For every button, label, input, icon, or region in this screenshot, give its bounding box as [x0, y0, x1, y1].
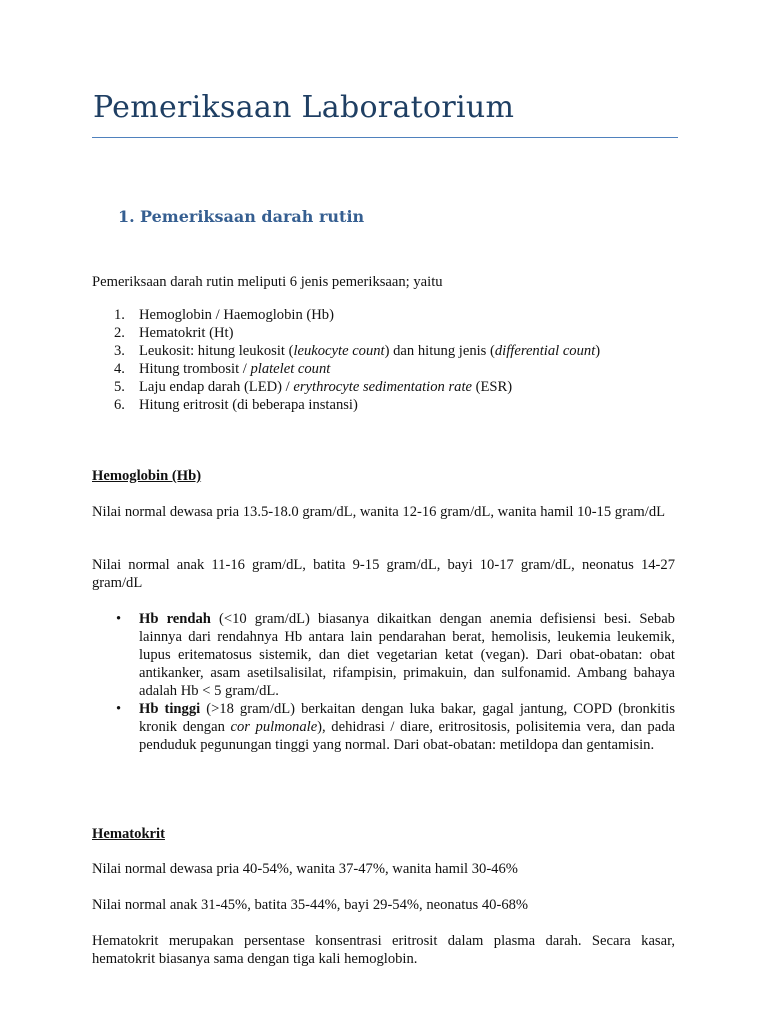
list-item [92, 700, 675, 754]
hb-low-label: Hb rendah [139, 611, 211, 627]
hb-high-label: Hb tinggi [139, 701, 201, 717]
list-text: Hitung trombosit / [139, 361, 251, 377]
document-title: Pemeriksaan Laboratorium [93, 90, 515, 125]
ht-normal-child: Nilai normal anak 31-45%, batita 35-44%, bayi 29-54%, neonatus 40-68% [92, 897, 529, 913]
list-number: 5. [114, 379, 125, 395]
list-item [92, 360, 682, 378]
bullet-icon: • [116, 701, 122, 717]
exam-list [92, 306, 682, 414]
section-title: Pemeriksaan darah rutin [140, 207, 365, 226]
list-text: (ESR) [471, 379, 513, 395]
list-text: ) dan hitung jenis ( [384, 343, 495, 359]
hb-low-text: (<10 gram/dL) biasanya dikaitkan dengan anemia defisiensi besi. Sebab lainnya dari rendahnya Hb antara lain pendarahan berat, hemolisis, leukemia leukemik, lupus eritematosus sistemik, dan diet vegetarian ketat (vegan). Dari obat-obatan: obat antikanker, asam asetilsalisilat, rifampisin, primakuin, dan sulfonamid. Ambang bahaya adalah Hb < 5 gram/dL. [139, 611, 675, 699]
list-item [92, 378, 682, 396]
list-number: 4. [114, 361, 125, 377]
hb-high-text: ), dehidrasi / diare, eritrositosis, polisitemia vera, dan pada penduduk pegunungan tinggi yang normal. Dari obat-obatan: metildopa dan gentamisin. [139, 719, 675, 753]
list-italic-term: differential count [494, 343, 596, 359]
list-italic-term: platelet count [250, 361, 331, 377]
list-number: 2. [114, 325, 125, 341]
list-text: Hematokrit (Ht) [139, 325, 234, 341]
hb-bullet-list [92, 610, 675, 754]
list-text: Hitung eritrosit (di beberapa instansi) [139, 397, 358, 413]
section-heading [118, 207, 364, 226]
list-text: Hemoglobin / Haemoglobin (Hb) [139, 307, 334, 323]
list-number: 1. [114, 307, 125, 323]
list-item [92, 610, 675, 700]
ht-description: Hematokrit merupakan persentase konsentrasi eritrosit dalam plasma darah. Secara kasar, hematokrit biasanya sama dengan tiga kali hemoglobin. [92, 933, 675, 967]
hb-high-italic: cor pulmonale [230, 719, 318, 735]
list-italic-term: leukocyte count [293, 343, 385, 359]
list-item [92, 324, 682, 342]
hematokrit-heading: Hematokrit [92, 826, 165, 842]
section-number: 1. [118, 207, 135, 226]
hb-normal-adult: Nilai normal dewasa pria 13.5-18.0 gram/dL, wanita 12-16 gram/dL, wanita hamil 10-15 gram/dL [92, 504, 666, 520]
hb-high-text: (>18 gram/dL) berkaitan dengan luka bakar, gagal jantung, COPD (bronkitis kronik dengan [139, 701, 675, 735]
intro-paragraph: Pemeriksaan darah rutin meliputi 6 jenis pemeriksaan; yaitu [92, 274, 443, 290]
bullet-icon: • [116, 611, 122, 627]
ht-normal-adult: Nilai normal dewasa pria 40-54%, wanita 37-47%, wanita hamil 30-46% [92, 861, 518, 877]
list-text: Laju endap darah (LED) / [139, 379, 294, 395]
list-italic-term: erythrocyte sedimentation rate [293, 379, 472, 395]
list-number: 6. [114, 397, 125, 413]
list-item [92, 342, 682, 360]
list-item [92, 396, 682, 414]
list-text: Leukosit: hitung leukosit ( [139, 343, 294, 359]
title-underline [92, 137, 678, 138]
list-item [92, 306, 682, 324]
list-number: 3. [114, 343, 125, 359]
hemoglobin-heading: Hemoglobin (Hb) [92, 468, 202, 484]
list-text: ) [595, 343, 601, 359]
hb-normal-child: Nilai normal anak 11-16 gram/dL, batita 9-15 gram/dL, bayi 10-17 gram/dL, neonatus 14-27 gram/dL [92, 557, 675, 591]
